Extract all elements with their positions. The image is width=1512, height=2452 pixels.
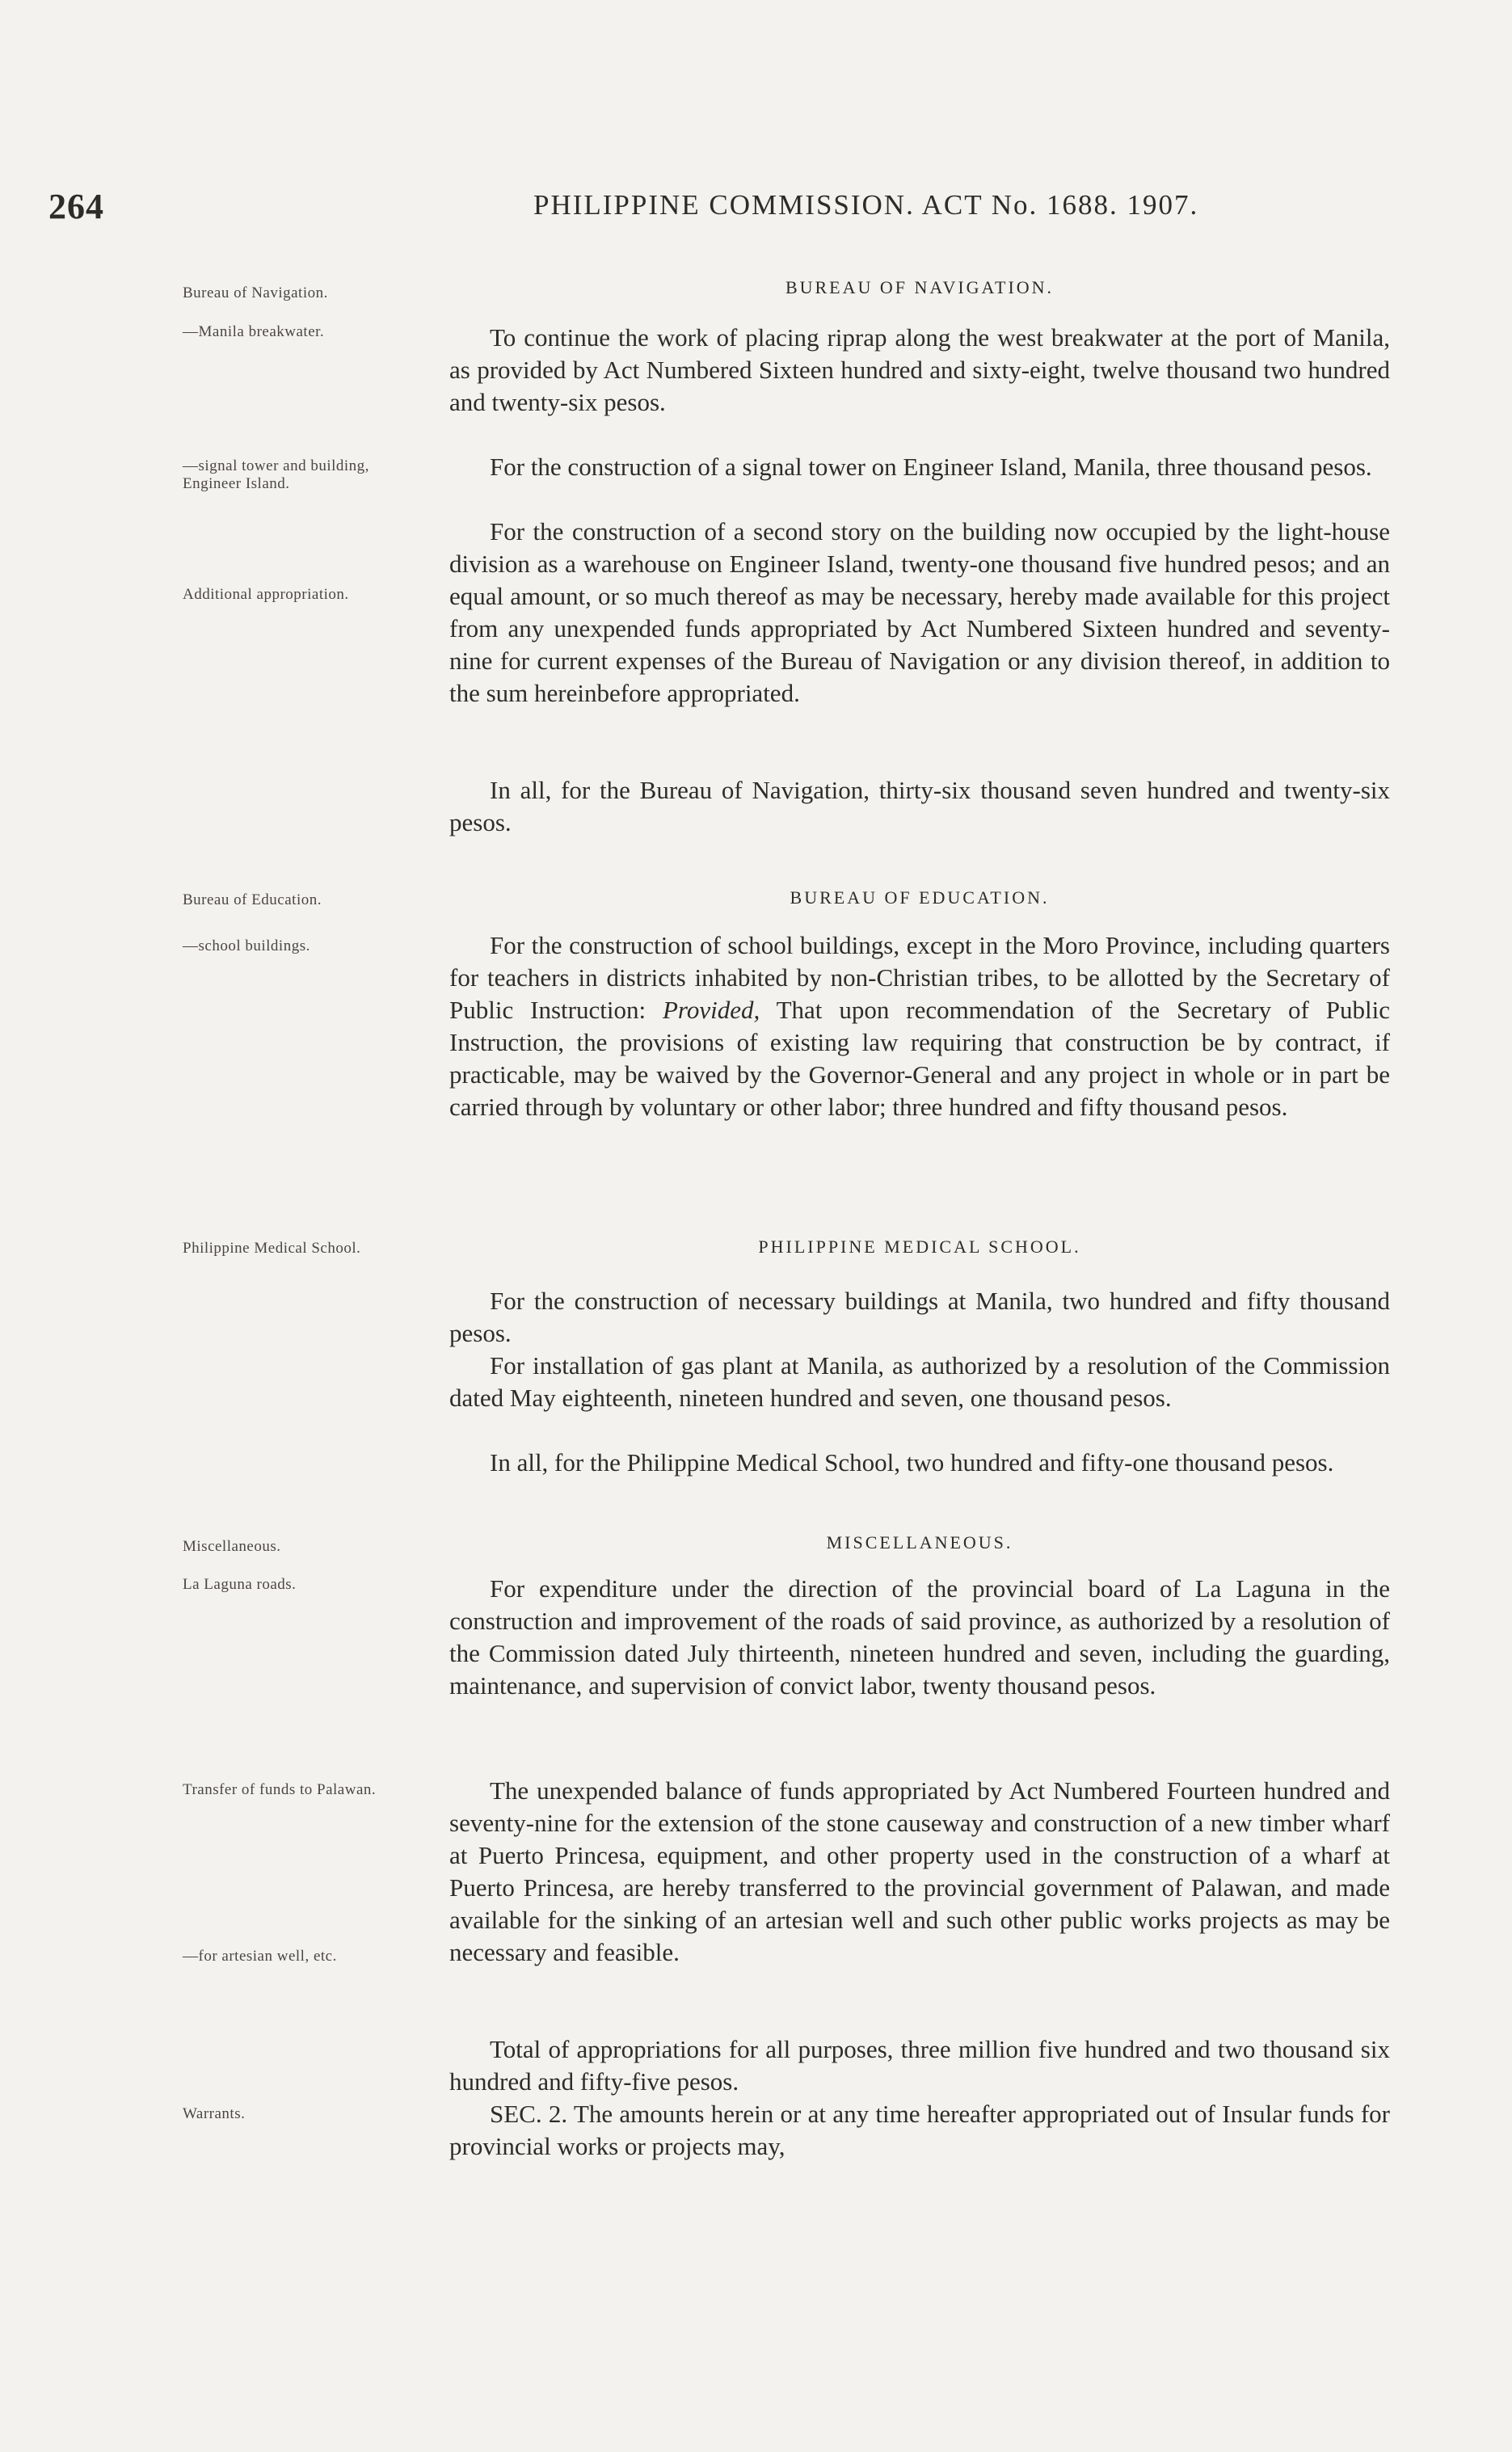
paragraph-breakwater: To continue the work of placing riprap along the west breakwater at the port of Manila, as provided by Act Numbered Sixteen hundred and sixty-eight, twelve thousand two hundred and twenty-six pesos.	[449, 323, 1390, 416]
heading-bureau-education: BUREAU OF EDUCATION.	[790, 887, 1050, 908]
paragraph-second-story: For the construction of a second story on the building now occupied by the light-house division as a warehouse on Engineer Island, twenty-one thousand five hundred pesos; and an equal amount, or so much thereof as may be necessary, hereby made available for this project from any unexpended funds appropriated by Act Numbered Sixteen hundred and seventy-nine for current expenses of the Bureau of Navigation or any division thereof, in addition to the sum hereinbefore appropriated.	[449, 517, 1390, 707]
provided-italic: Provided,	[663, 996, 760, 1024]
paragraph-medical-total: In all, for the Philippine Medical School, two hundred and fifty-one thousand pesos.	[490, 1448, 1334, 1477]
running-head: PHILIPPINE COMMISSION. ACT No. 1688. 1907.	[533, 189, 1199, 221]
paragraph-gas-plant: For installation of gas plant at Manila, as authorized by a resolution of the Commission dated May eighteenth, nineteen hundred and seven, one thousand pesos.	[449, 1351, 1390, 1412]
paragraph-school-buildings: For the construction of school buildings, except in the Moro Province, including quarters for teachers in districts inhabited by non-Christian tribes, to be allotted by the Secretary of Public Instruction: Provided, That upon recommendation of the Secretary of Public Instruction, the provisions of existing law requiring that construction be by contract, if practicable, may be waived by the Governor-General and any project in whole or in part be carried through by voluntary or other labor; three hundred and fifty thousand pesos.	[449, 931, 1390, 1121]
paragraph-grand-total: Total of appropriations for all purposes, three million five hundred and two thousand six hundred and fifty-five pesos.	[449, 2035, 1390, 2096]
margin-note-miscellaneous: Miscellaneous.	[183, 1538, 281, 1555]
heading-bureau-navigation: BUREAU OF NAVIGATION.	[785, 277, 1055, 297]
heading-medical-school: PHILIPPINE MEDICAL SCHOOL.	[758, 1237, 1081, 1257]
margin-note-transfer-palawan: Transfer of funds to Palawan.	[183, 1781, 377, 1798]
margin-note-warrants: Warrants.	[183, 2105, 246, 2122]
page-number: 264	[48, 187, 104, 226]
heading-miscellaneous: MISCELLANEOUS.	[826, 1532, 1013, 1553]
margin-note-school-buildings: —school buildings.	[183, 937, 310, 954]
margin-note-breakwater: —Manila breakwater.	[183, 323, 325, 340]
margin-note-medical-school: Philippine Medical School.	[183, 1240, 361, 1257]
paragraph-section-2: SEC. 2. The amounts herein or at any time hereafter appropriated out of Insular funds for provincial works or projects may,	[449, 2100, 1390, 2160]
paragraph-medical-buildings: For the construction of necessary buildings at Manila, two hundred and fifty thousand pesos.	[449, 1287, 1390, 1347]
paragraph-signal-tower: For the construction of a signal tower on Engineer Island, Manila, three thousand pesos.	[490, 453, 1372, 481]
paragraph-navigation-total: In all, for the Bureau of Navigation, thirty-six thousand seven hundred and twenty-six pesos.	[449, 776, 1390, 836]
paragraph-laguna-roads: For expenditure under the direction of the provincial board of La Laguna in the construction and improvement of the roads of said province, as authorized by a resolution of the Commission dated July thirteenth, nineteen hundred and seven, including the guarding, maintenance, and supervision of convict labor, twenty thousand pesos.	[449, 1574, 1390, 1700]
margin-note-navigation: Bureau of Navigation.	[183, 284, 328, 301]
margin-note-signal-tower: —signal tower and building, Engineer Island.	[183, 457, 369, 492]
margin-note-education: Bureau of Education.	[183, 891, 322, 908]
margin-note-laguna-roads: La Laguna roads.	[183, 1576, 297, 1593]
margin-note-additional-appropriation: Additional appropriation.	[183, 586, 349, 603]
margin-note-artesian-well: —for artesian well, etc.	[183, 1948, 337, 1965]
paragraph-palawan-transfer: The unexpended balance of funds appropriated by Act Numbered Fourteen hundred and seventy-nine for the extension of the stone causeway and construction of a new timber wharf at Puerto Princesa, equipment, and other property used in the construction of a wharf at Puerto Princesa, are hereby transferred to the provincial government of Palawan, and made available for the sinking of an artesian well and such other public works projects as may be necessary and feasible.	[449, 1776, 1390, 1966]
